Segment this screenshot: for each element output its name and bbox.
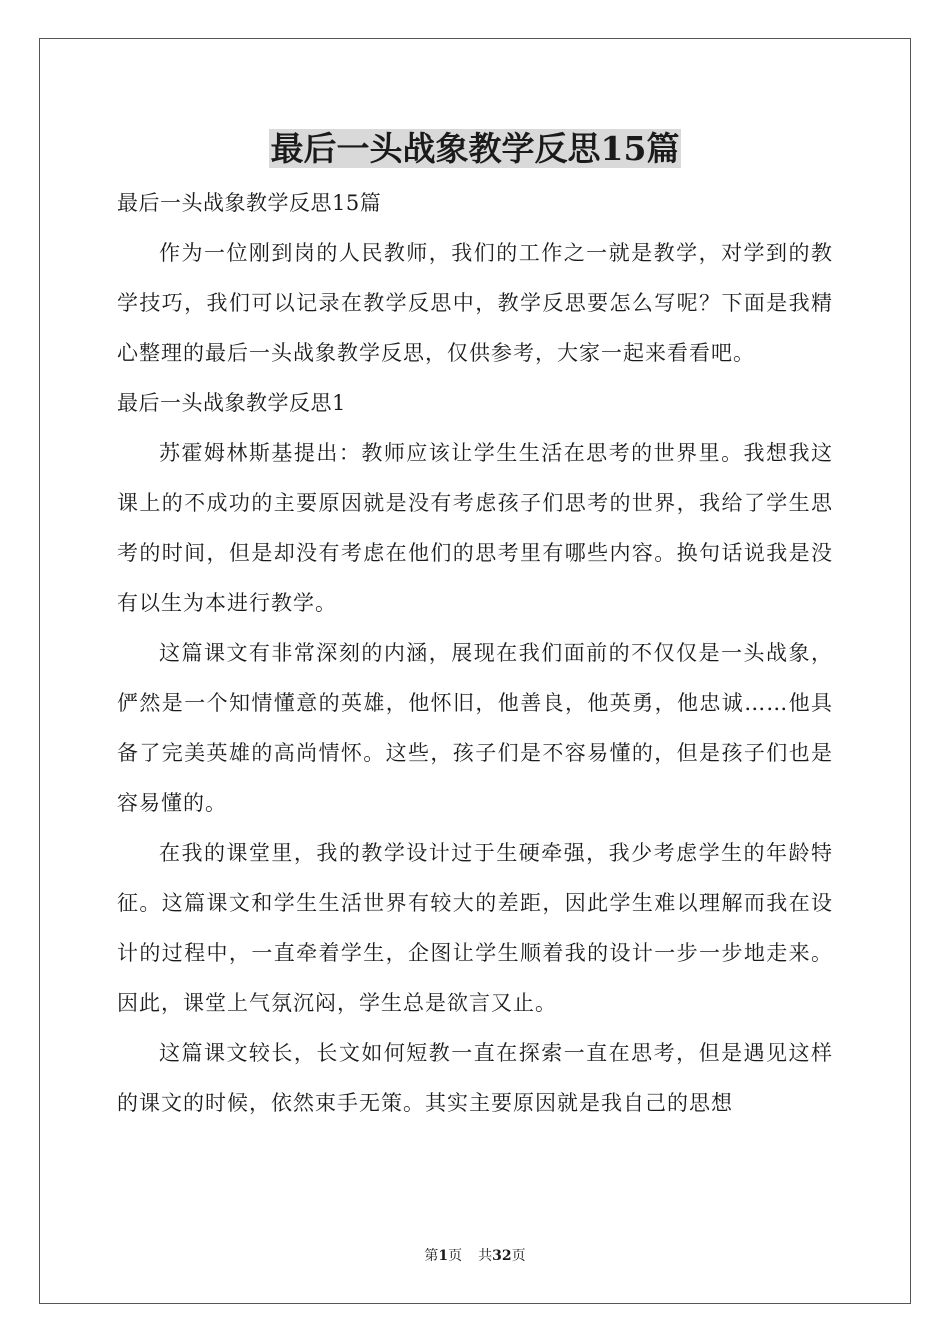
current-page-number: 1 — [438, 1248, 449, 1264]
total-suffix: 页 — [511, 1248, 526, 1264]
body-paragraph: 作为一位刚到岗的人民教师，我们的工作之一就是教学，对学到的教学技巧，我们可以记录在教学反思中，教学反思要怎么写呢？下面是我精心整理的最后一头战象教学反思，仅供参考，大家一起来看看吧。 — [117, 241, 833, 365]
page-suffix: 页 — [448, 1248, 463, 1264]
document-body — [117, 178, 833, 1128]
section-heading: 最后一头战象教学反思15篇 — [117, 191, 382, 215]
total-page-count: 32 — [492, 1248, 512, 1264]
body-paragraph: 这篇课文较长，长文如何短教一直在探索一直在思考，但是遇见这样的课文的时候，依然束手无策。其实主要原因就是我自己的思想 — [117, 1041, 833, 1115]
total-prefix: 共 — [478, 1248, 493, 1264]
page-footer — [0, 1246, 950, 1266]
document-title — [0, 124, 950, 174]
page-prefix: 第 — [424, 1248, 439, 1264]
body-paragraph: 苏霍姆林斯基提出：教师应该让学生生活在思考的世界里。我想我这课上的不成功的主要原因就是没有考虑孩子们思考的世界，我给了学生思考的时间，但是却没有考虑在他们的思考里有哪些内容。换句话说我是没有以生为本进行教学。 — [117, 441, 833, 615]
section-heading: 最后一头战象教学反思1 — [117, 391, 346, 415]
body-paragraph: 在我的课堂里，我的教学设计过于生硬牵强，我少考虑学生的年龄特征。这篇课文和学生生活世界有较大的差距，因此学生难以理解而我在设计的过程中，一直牵着学生，企图让学生顺着我的设计一步一步地走来。因此，课堂上气氛沉闷，学生总是欲言又止。 — [117, 841, 833, 1015]
body-paragraph: 这篇课文有非常深刻的内涵，展现在我们面前的不仅仅是一头战象，俨然是一个知情懂意的英雄，他怀旧，他善良，他英勇，他忠诚……他具备了完美英雄的高尚情怀。这些，孩子们是不容易懂的，但是孩子们也是容易懂的。 — [117, 641, 833, 815]
document-title-text: 最后一头战象教学反思15篇 — [270, 129, 680, 168]
